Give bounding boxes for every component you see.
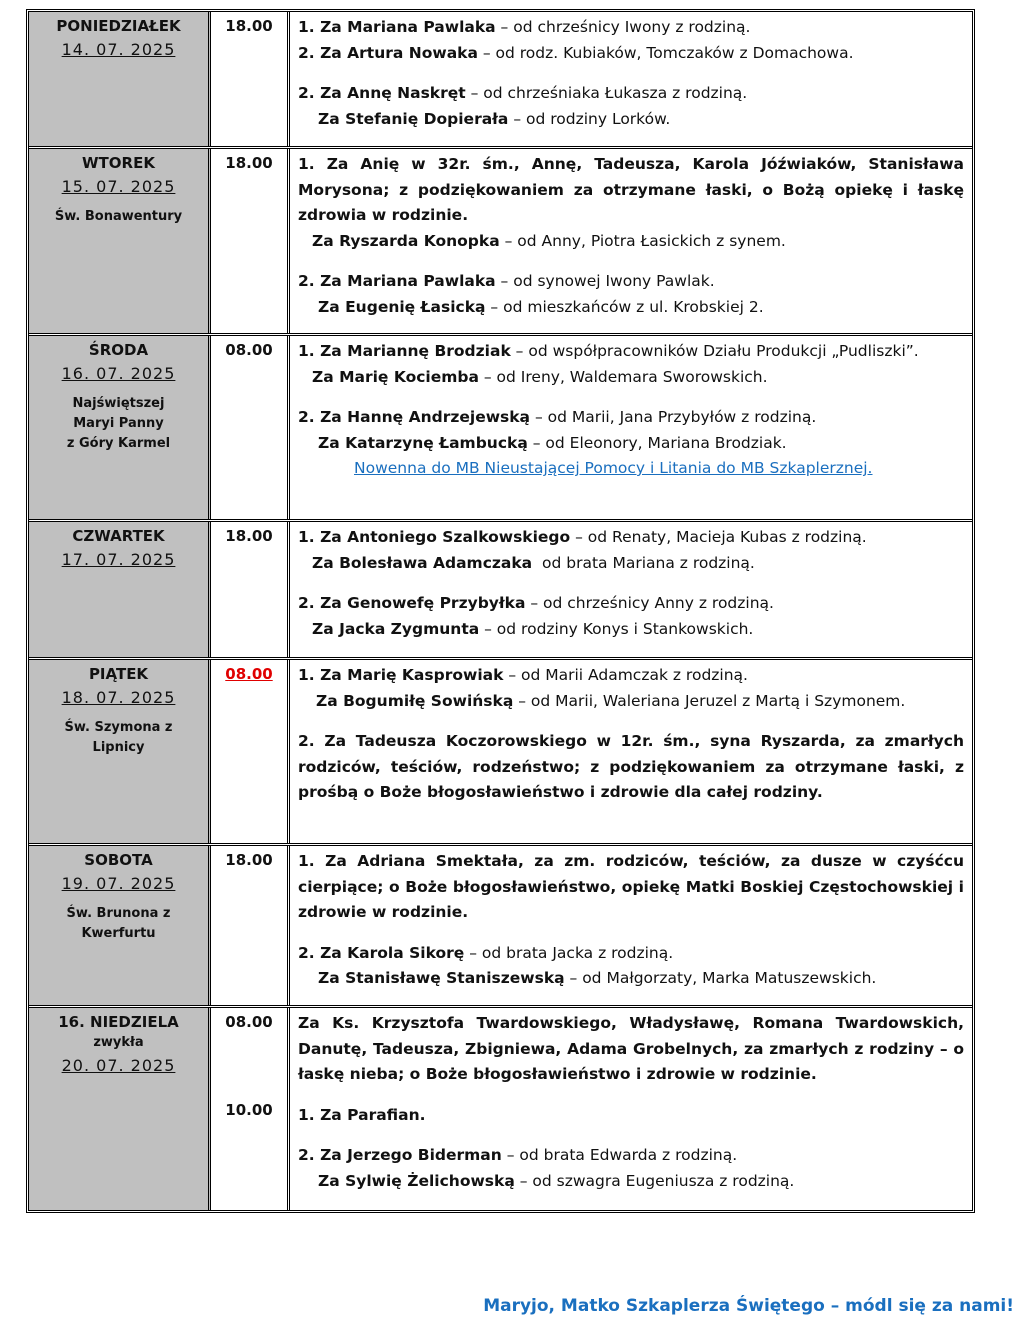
day-row-saturday	[29, 846, 972, 1008]
day-date: 19. 07. 2025	[61, 874, 176, 893]
intentions-cell	[290, 12, 972, 146]
day-date: 14. 07. 2025	[61, 40, 176, 59]
intention-line: 1. Za Parafian.	[298, 1105, 426, 1124]
day-cell	[29, 149, 211, 333]
intention-line: 1. Za Mariana Pawlaka – od chrześnicy Iwony z rodziną.	[298, 18, 751, 36]
day-date: 17. 07. 2025	[61, 550, 176, 569]
day-date: 18. 07. 2025	[61, 688, 176, 707]
feast-name: Św. Brunona z Kwerfurtu	[66, 906, 171, 941]
day-name: PIĄTEK	[88, 665, 149, 683]
intentions-cell	[290, 336, 972, 519]
day-date: 16. 07. 2025	[61, 364, 176, 383]
feast-name: Najświętszej Maryi Panny z Góry Karmel	[66, 396, 171, 451]
day-name: 16. NIEDZIELA	[58, 1013, 179, 1031]
mass-schedule-table	[26, 9, 975, 1213]
day-row-tuesday	[29, 149, 972, 336]
day-cell	[29, 522, 211, 657]
intention-line: 2. Za Karola Sikorę – od brata Jacka z rodziną.	[298, 943, 674, 962]
day-row-sunday	[29, 1008, 972, 1210]
mass-time: 18.00	[225, 154, 273, 172]
feast-name: Św. Szymona z Lipnicy	[64, 720, 173, 755]
mass-time: 10.00	[225, 1101, 273, 1119]
mass-time: 08.00	[225, 1013, 273, 1031]
day-cell	[29, 1008, 211, 1210]
day-name: PONIEDZIAŁEK	[56, 17, 181, 35]
time-cell	[211, 660, 290, 843]
intention-line: 2. Za Hannę Andrzejewską – od Marii, Jana Przybyłów z rodziną.	[298, 408, 817, 426]
day-row-thursday	[29, 522, 972, 660]
intention-line: Za Stefanię Dopierała – od rodziny Lorków.	[318, 109, 671, 128]
intentions-cell	[290, 149, 972, 333]
mass-time: 18.00	[225, 17, 273, 35]
intention-line: 1. Za Adriana Smektała, za zm. rodziców, teściów, za dusze w czyśćcu cierpiące; o Boże błogosławieństwo, opiekę Matki Boskiej Częstochowskiej i zdrowie w rodzinie.	[298, 852, 964, 921]
day-row-friday	[29, 660, 972, 846]
mass-time: 18.00	[225, 851, 273, 869]
day-row-monday	[29, 12, 972, 149]
day-name: SOBOTA	[84, 851, 153, 869]
day-subname: zwykła	[93, 1035, 144, 1050]
time-cell	[211, 1008, 290, 1210]
intention-line: Za Jacka Zygmunta – od rodziny Konys i Stankowskich.	[312, 619, 754, 638]
intention-line: Za Sylwię Żelichowską – od szwagra Eugeniusza z rodziną.	[318, 1171, 795, 1190]
intention-line: 2. Za Annę Naskręt – od chrześniaka Łukasza z rodziną.	[298, 84, 748, 102]
day-cell	[29, 336, 211, 519]
mass-time: 18.00	[225, 527, 273, 545]
intention-line: 2. Za Tadeusza Koczorowskiego w 12r. śm., syna Ryszarda, za zmarłych rodziców, teściów, rodzeństwo; z podziękowaniem za otrzymane łaski, z prośbą o Boże błogosławieństwo i zdrowie dla całej rodziny.	[298, 732, 964, 801]
day-name: ŚRODA	[88, 341, 149, 359]
day-row-wednesday	[29, 336, 972, 522]
intention-line: 1. Za Marię Kasprowiak – od Marii Adamczak z rodziną.	[298, 666, 748, 684]
intention-line: Za Marię Kociemba – od Ireny, Waldemara Sworowskich.	[312, 367, 768, 386]
day-date: 15. 07. 2025	[61, 177, 176, 196]
day-cell	[29, 12, 211, 146]
intention-line: Za Ks. Krzysztofa Twardowskiego, Władysławę, Romana Twardowskich, Danutę, Tadeusza, Zbigniewa, Adama Grobelnych, za zmarłych z rodziny – o łaskę nieba; o Boże błogosławieństwo i zdrowie w rodzinie.	[298, 1014, 964, 1083]
mass-time: 08.00	[225, 665, 273, 683]
intention-line: 1. Za Mariannę Brodziak – od współpracowników Działu Produkcji „Pudliszki”.	[298, 342, 919, 360]
intention-line: 2. Za Genowefę Przybyłka – od chrześnicy Anny z rodziną.	[298, 594, 774, 612]
day-cell	[29, 846, 211, 1005]
intention-line: 1. Za Antoniego Szalkowskiego – od Renaty, Macieja Kubas z rodziną.	[298, 528, 867, 546]
day-date: 20. 07. 2025	[61, 1056, 176, 1075]
intention-line: 2. Za Mariana Pawlaka – od synowej Iwony Pawlak.	[298, 272, 715, 290]
intentions-cell	[290, 846, 972, 1005]
time-cell	[211, 336, 290, 519]
intention-line: Za Bogumiłę Sowińską – od Marii, Waleriana Jeruzel z Martą i Szymonem.	[316, 691, 906, 710]
mass-time: 08.00	[225, 341, 273, 359]
intention-line: Za Bolesława Adamczaka od brata Mariana z rodziną.	[312, 553, 755, 572]
intentions-cell	[290, 1008, 972, 1210]
time-cell	[211, 846, 290, 1005]
day-name: CZWARTEK	[72, 527, 165, 545]
intention-line: Za Stanisławę Staniszewską – od Małgorzaty, Marka Matuszewskich.	[318, 969, 877, 987]
intention-line: 2. Za Jerzego Biderman – od brata Edwarda z rodziną.	[298, 1146, 738, 1164]
time-cell	[211, 522, 290, 657]
day-name: WTOREK	[82, 154, 155, 172]
intention-line: Za Eugenię Łasicką – od mieszkańców z ul. Krobskiej 2.	[318, 297, 764, 316]
day-cell	[29, 660, 211, 843]
intention-line: 2. Za Artura Nowaka – od rodz. Kubiaków, Tomczaków z Domachowa.	[298, 43, 854, 62]
feast-name: Św. Bonawentury	[54, 209, 183, 224]
time-cell	[211, 149, 290, 333]
closing-prayer: Maryjo, Matko Szkaplerza Świętego – módl się za nami!	[483, 1296, 1014, 1316]
intentions-cell	[290, 522, 972, 657]
time-cell	[211, 12, 290, 146]
novena-link[interactable]: Nowenna do MB Nieustającej Pomocy i Litania do MB Szkaplerznej.	[354, 459, 873, 477]
intentions-cell	[290, 660, 972, 843]
intention-line: Za Katarzynę Łambucką – od Eleonory, Mariana Brodziak.	[318, 433, 787, 452]
intention-line: Za Ryszarda Konopka – od Anny, Piotra Łasickich z synem.	[312, 231, 786, 250]
intention-line: 1. Za Anię w 32r. śm., Annę, Tadeusza, Karola Jóźwiaków, Stanisława Morysona; z podziękowaniem za otrzymane łaski, o Bożą opiekę i łaskę zdrowia w rodzinie.	[298, 155, 964, 224]
